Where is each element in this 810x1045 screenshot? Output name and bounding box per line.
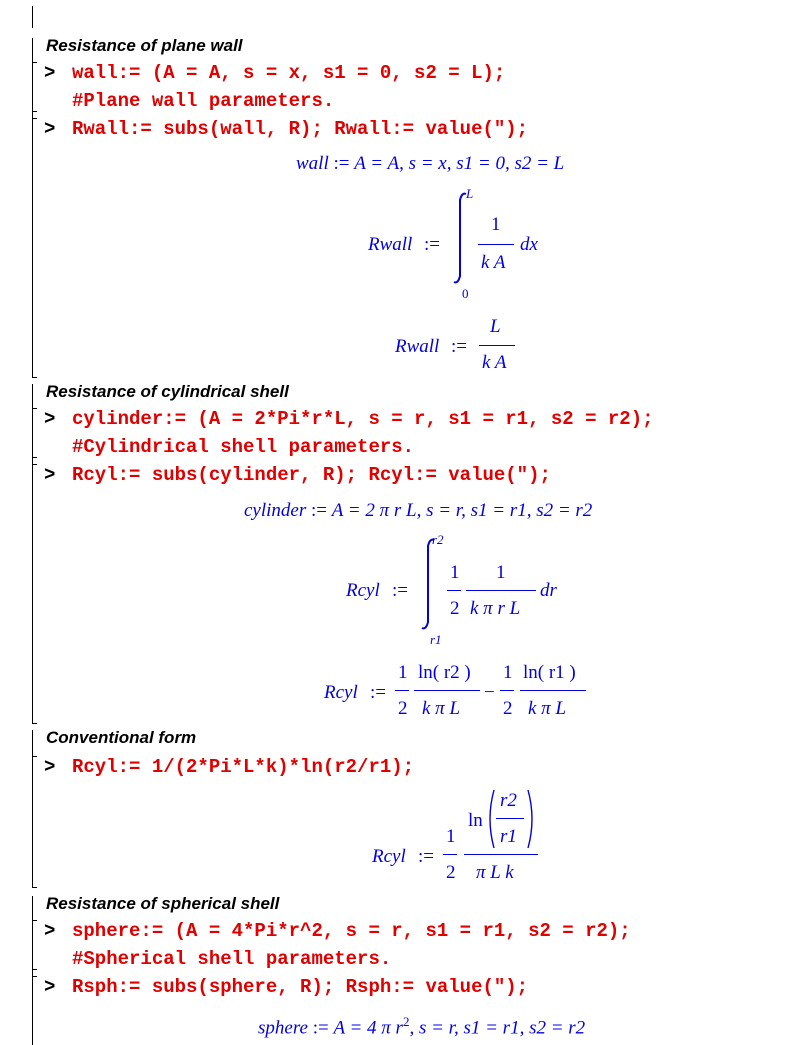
input-bracket	[32, 408, 37, 458]
input-rwall[interactable]: Rwall:= subs(wall, R); Rwall:= value(");	[72, 118, 529, 140]
ln-function: ln	[468, 810, 483, 831]
numerator: ln( r1 )	[523, 662, 576, 683]
output-lhs: wall	[296, 153, 329, 174]
numerator: L	[490, 316, 501, 337]
assign-operator: :=	[333, 153, 350, 174]
output-cylinder	[244, 500, 592, 522]
output-lhs: sphere	[258, 1017, 308, 1039]
fraction-bar	[466, 590, 536, 591]
numerator: 1	[503, 662, 513, 683]
denominator: π L k	[476, 862, 514, 883]
numerator: 1	[398, 662, 408, 683]
output-lhs: Rcyl	[346, 580, 380, 601]
paren-right	[526, 788, 538, 850]
exponent: 2	[402, 1014, 410, 1029]
output-lhs: cylinder	[244, 500, 307, 521]
output-lhs: Rcyl	[324, 682, 358, 703]
denominator: r1	[500, 826, 517, 847]
output-sphere	[258, 1014, 585, 1039]
lower-limit: r1	[430, 632, 442, 647]
fraction-bar	[395, 690, 409, 691]
denominator: 2	[503, 698, 513, 719]
fraction-bar	[447, 590, 461, 591]
minus-operator: −	[484, 682, 495, 703]
output-rhs: A = A, s = x, s1 = 0, s2 = L	[354, 153, 565, 174]
input-conventional[interactable]: Rcyl:= 1/(2*Pi*L*k)*ln(r2/r1);	[72, 756, 415, 778]
output-lhs: Rcyl	[372, 846, 406, 867]
numerator: 1	[496, 562, 506, 583]
input-sphere-line2[interactable]: #Spherical shell parameters.	[72, 948, 392, 970]
numerator: ln( r2 )	[418, 662, 471, 683]
paren-left	[484, 788, 496, 850]
numerator: 1	[446, 826, 456, 847]
section-heading-sphere: Resistance of spherical shell	[46, 894, 280, 913]
assign-operator: :=	[418, 846, 434, 867]
upper-limit: L	[466, 186, 474, 201]
output-lhs: Rwall	[395, 336, 440, 357]
fraction-bar	[479, 345, 515, 346]
differential: dr	[540, 580, 557, 601]
prompt-marker: >	[44, 408, 56, 430]
denominator: k A	[481, 252, 506, 273]
lower-limit: 0	[462, 286, 469, 301]
fraction-bar	[414, 690, 480, 691]
input-cylinder-line1[interactable]: cylinder:= (A = 2*Pi*r*L, s = r, s1 = r1, s2 = r2);	[72, 408, 654, 430]
numerator: r2	[500, 790, 517, 811]
output-rhs: A = 2 π r L, s = r, s1 = r1, s2 = r2	[331, 500, 593, 521]
input-wall-line1[interactable]: wall:= (A = A, s = x, s1 = 0, s2 = L);	[72, 62, 506, 84]
output-lhs: Rwall	[368, 234, 413, 255]
denominator: 2	[446, 862, 456, 883]
numerator: 1	[491, 214, 501, 235]
fraction-bar	[464, 854, 538, 855]
prompt-marker: >	[44, 756, 56, 778]
numerator: 1	[450, 562, 460, 583]
output-rhs: A = 4 π r	[333, 1017, 403, 1039]
denominator: 2	[398, 698, 408, 719]
fraction-bar	[500, 690, 514, 691]
input-bracket	[32, 118, 37, 378]
assign-operator: :=	[424, 234, 440, 255]
denominator: 2	[450, 598, 460, 619]
integral-sign	[452, 190, 472, 286]
differential: dx	[520, 234, 538, 255]
section-heading-wall: Resistance of plane wall	[46, 36, 243, 55]
prompt-marker: >	[44, 976, 56, 998]
input-rcyl[interactable]: Rcyl:= subs(cylinder, R); Rcyl:= value(");	[72, 464, 551, 486]
prompt-marker: >	[44, 62, 56, 84]
output-rhs-rest: , s = r, s1 = r1, s2 = r2	[409, 1017, 586, 1039]
section-heading-conventional: Conventional form	[46, 728, 197, 747]
input-cylinder-line2[interactable]: #Cylindrical shell parameters.	[72, 436, 415, 458]
output-wall	[296, 153, 564, 175]
input-bracket	[32, 920, 37, 970]
assign-operator: :=	[451, 336, 467, 357]
assign-operator: :=	[392, 580, 408, 601]
denominator: k π L	[528, 698, 567, 719]
prompt-marker: >	[44, 118, 56, 140]
assign-operator: :=	[311, 500, 328, 521]
input-wall-line2[interactable]: #Plane wall parameters.	[72, 90, 335, 112]
input-rsph[interactable]: Rsph:= subs(sphere, R); Rsph:= value(");	[72, 976, 529, 998]
input-bracket	[32, 976, 37, 1045]
fraction-bar	[520, 690, 586, 691]
section-heading-cylinder: Resistance of cylindrical shell	[46, 382, 289, 401]
fraction-bar	[443, 854, 457, 855]
assign-operator: :=	[312, 1017, 329, 1039]
fraction-bar	[496, 818, 524, 819]
input-bracket	[32, 62, 37, 112]
input-bracket	[32, 464, 37, 724]
prompt-marker: >	[44, 920, 56, 942]
integral-sign	[420, 536, 440, 632]
denominator: k A	[482, 352, 507, 373]
assign-operator: :=	[370, 682, 386, 703]
top-group-bracket	[32, 6, 33, 28]
fraction-bar	[478, 244, 514, 245]
denominator: k π L	[422, 698, 461, 719]
input-sphere-line1[interactable]: sphere:= (A = 4*Pi*r^2, s = r, s1 = r1, s2 = r2);	[72, 920, 631, 942]
input-bracket	[32, 756, 37, 888]
denominator: k π r L	[470, 598, 521, 619]
prompt-marker: >	[44, 464, 56, 486]
upper-limit: r2	[432, 532, 444, 547]
